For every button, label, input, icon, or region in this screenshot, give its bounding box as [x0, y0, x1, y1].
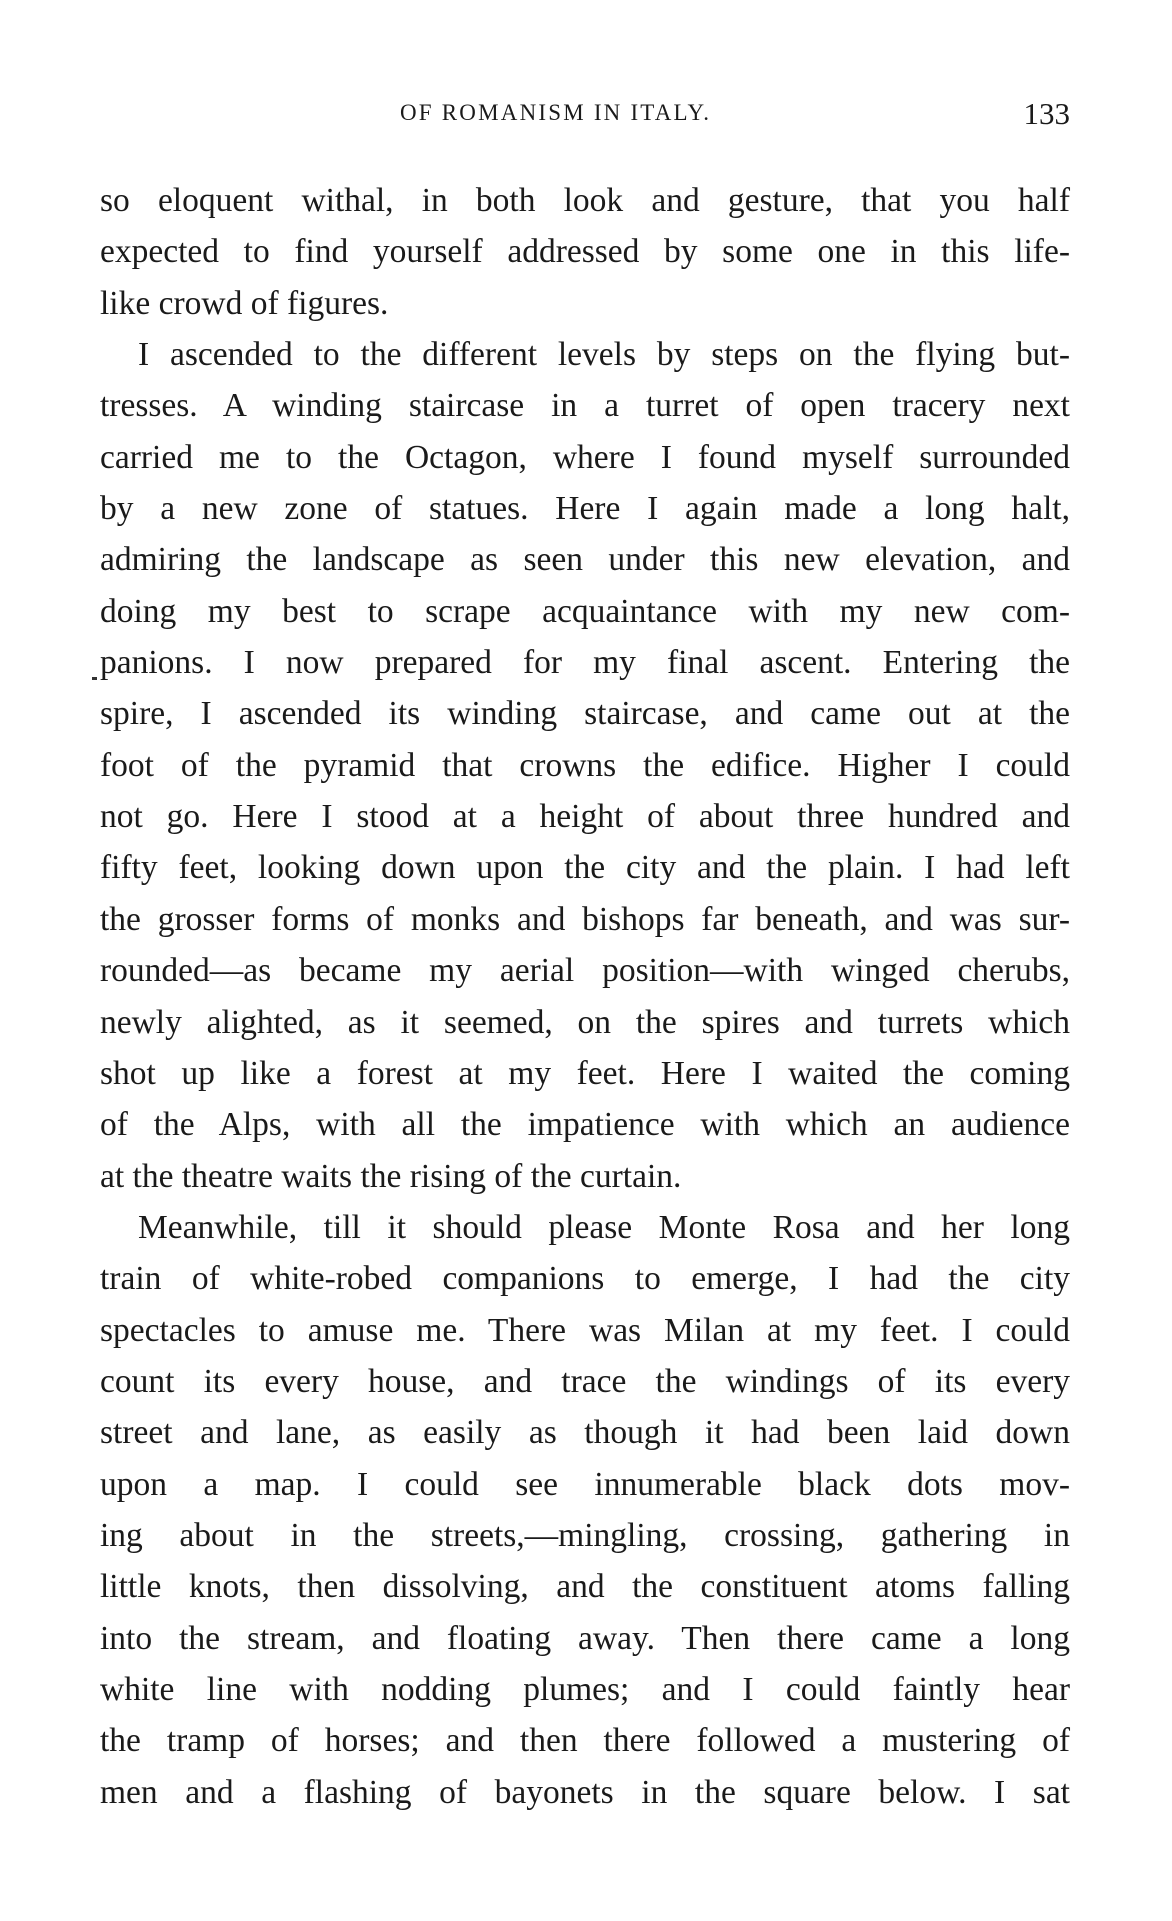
text-line: white line with nodding plumes; and I could faintly hear [100, 1670, 1070, 1708]
text-line: admiring the landscape as seen under this new elevation, and [100, 541, 1070, 579]
margin-mark [92, 677, 97, 680]
text-line: foot of the pyramid that crowns the edifice. Higher I could [100, 746, 1070, 784]
running-title: OF ROMANISM IN ITALY. [400, 100, 712, 125]
text-line: upon a map. I could see innumerable black dots mov- [100, 1465, 1070, 1503]
text-line: by a new zone of statues. Here I again made a long halt, [100, 490, 1070, 528]
text-line: doing my best to scrape acquaintance with my new com- [100, 592, 1070, 630]
text-line: into the stream, and floating away. Then there came a long [100, 1619, 1070, 1657]
text-line: not go. Here I stood at a height of about three hundred and [100, 798, 1070, 836]
text-line: the grosser forms of monks and bishops far beneath, and was sur- [100, 900, 1070, 938]
text-line: ing about in the streets,—mingling, crossing, gathering in [100, 1516, 1070, 1554]
text-line: shot up like a forest at my feet. Here I waited the coming [100, 1054, 1070, 1092]
text-line: train of white-robed companions to emerge, I had the city [100, 1260, 1070, 1298]
body-text [100, 175, 1070, 1818]
text-line: little knots, then dissolving, and the constituent atoms falling [100, 1568, 1070, 1606]
text-line: fifty feet, looking down upon the city and the plain. I had left [100, 849, 1070, 887]
text-line: panions. I now prepared for my final ascent. Entering the [100, 644, 1070, 682]
text-line: at the theatre waits the rising of the curtain. [100, 1157, 682, 1195]
text-line: rounded—as became my aerial position—with winged cherubs, [100, 952, 1070, 990]
text-line: spectacles to amuse me. There was Milan at my feet. I could [100, 1311, 1070, 1349]
text-line: expected to find yourself addressed by some one in this life- [100, 233, 1070, 271]
page-number: 133 [1023, 96, 1070, 131]
text-line: the tramp of horses; and then there followed a mustering of [100, 1722, 1070, 1760]
text-line: Meanwhile, till it should please Monte Rosa and her long [138, 1208, 1070, 1246]
text-line: count its every house, and trace the windings of its every [100, 1362, 1070, 1400]
text-line: men and a flashing of bayonets in the square below. I sat [100, 1773, 1070, 1811]
text-line: spire, I ascended its winding staircase, and came out at the [100, 695, 1070, 733]
text-line: like crowd of figures. [100, 284, 389, 322]
text-line: so eloquent withal, in both look and gesture, that you half [100, 182, 1070, 219]
text-line: of the Alps, with all the impatience with which an audience [100, 1106, 1070, 1144]
text-line: tresses. A winding staircase in a turret of open tracery next [100, 387, 1070, 425]
text-line: carried me to the Octagon, where I found myself surrounded [100, 438, 1070, 476]
running-head [100, 96, 1070, 140]
text-line: street and lane, as easily as though it had been laid down [100, 1414, 1070, 1452]
text-line: newly alighted, as it seemed, on the spires and turrets which [100, 1003, 1070, 1041]
text-line: I ascended to the different levels by steps on the flying but- [138, 336, 1070, 374]
